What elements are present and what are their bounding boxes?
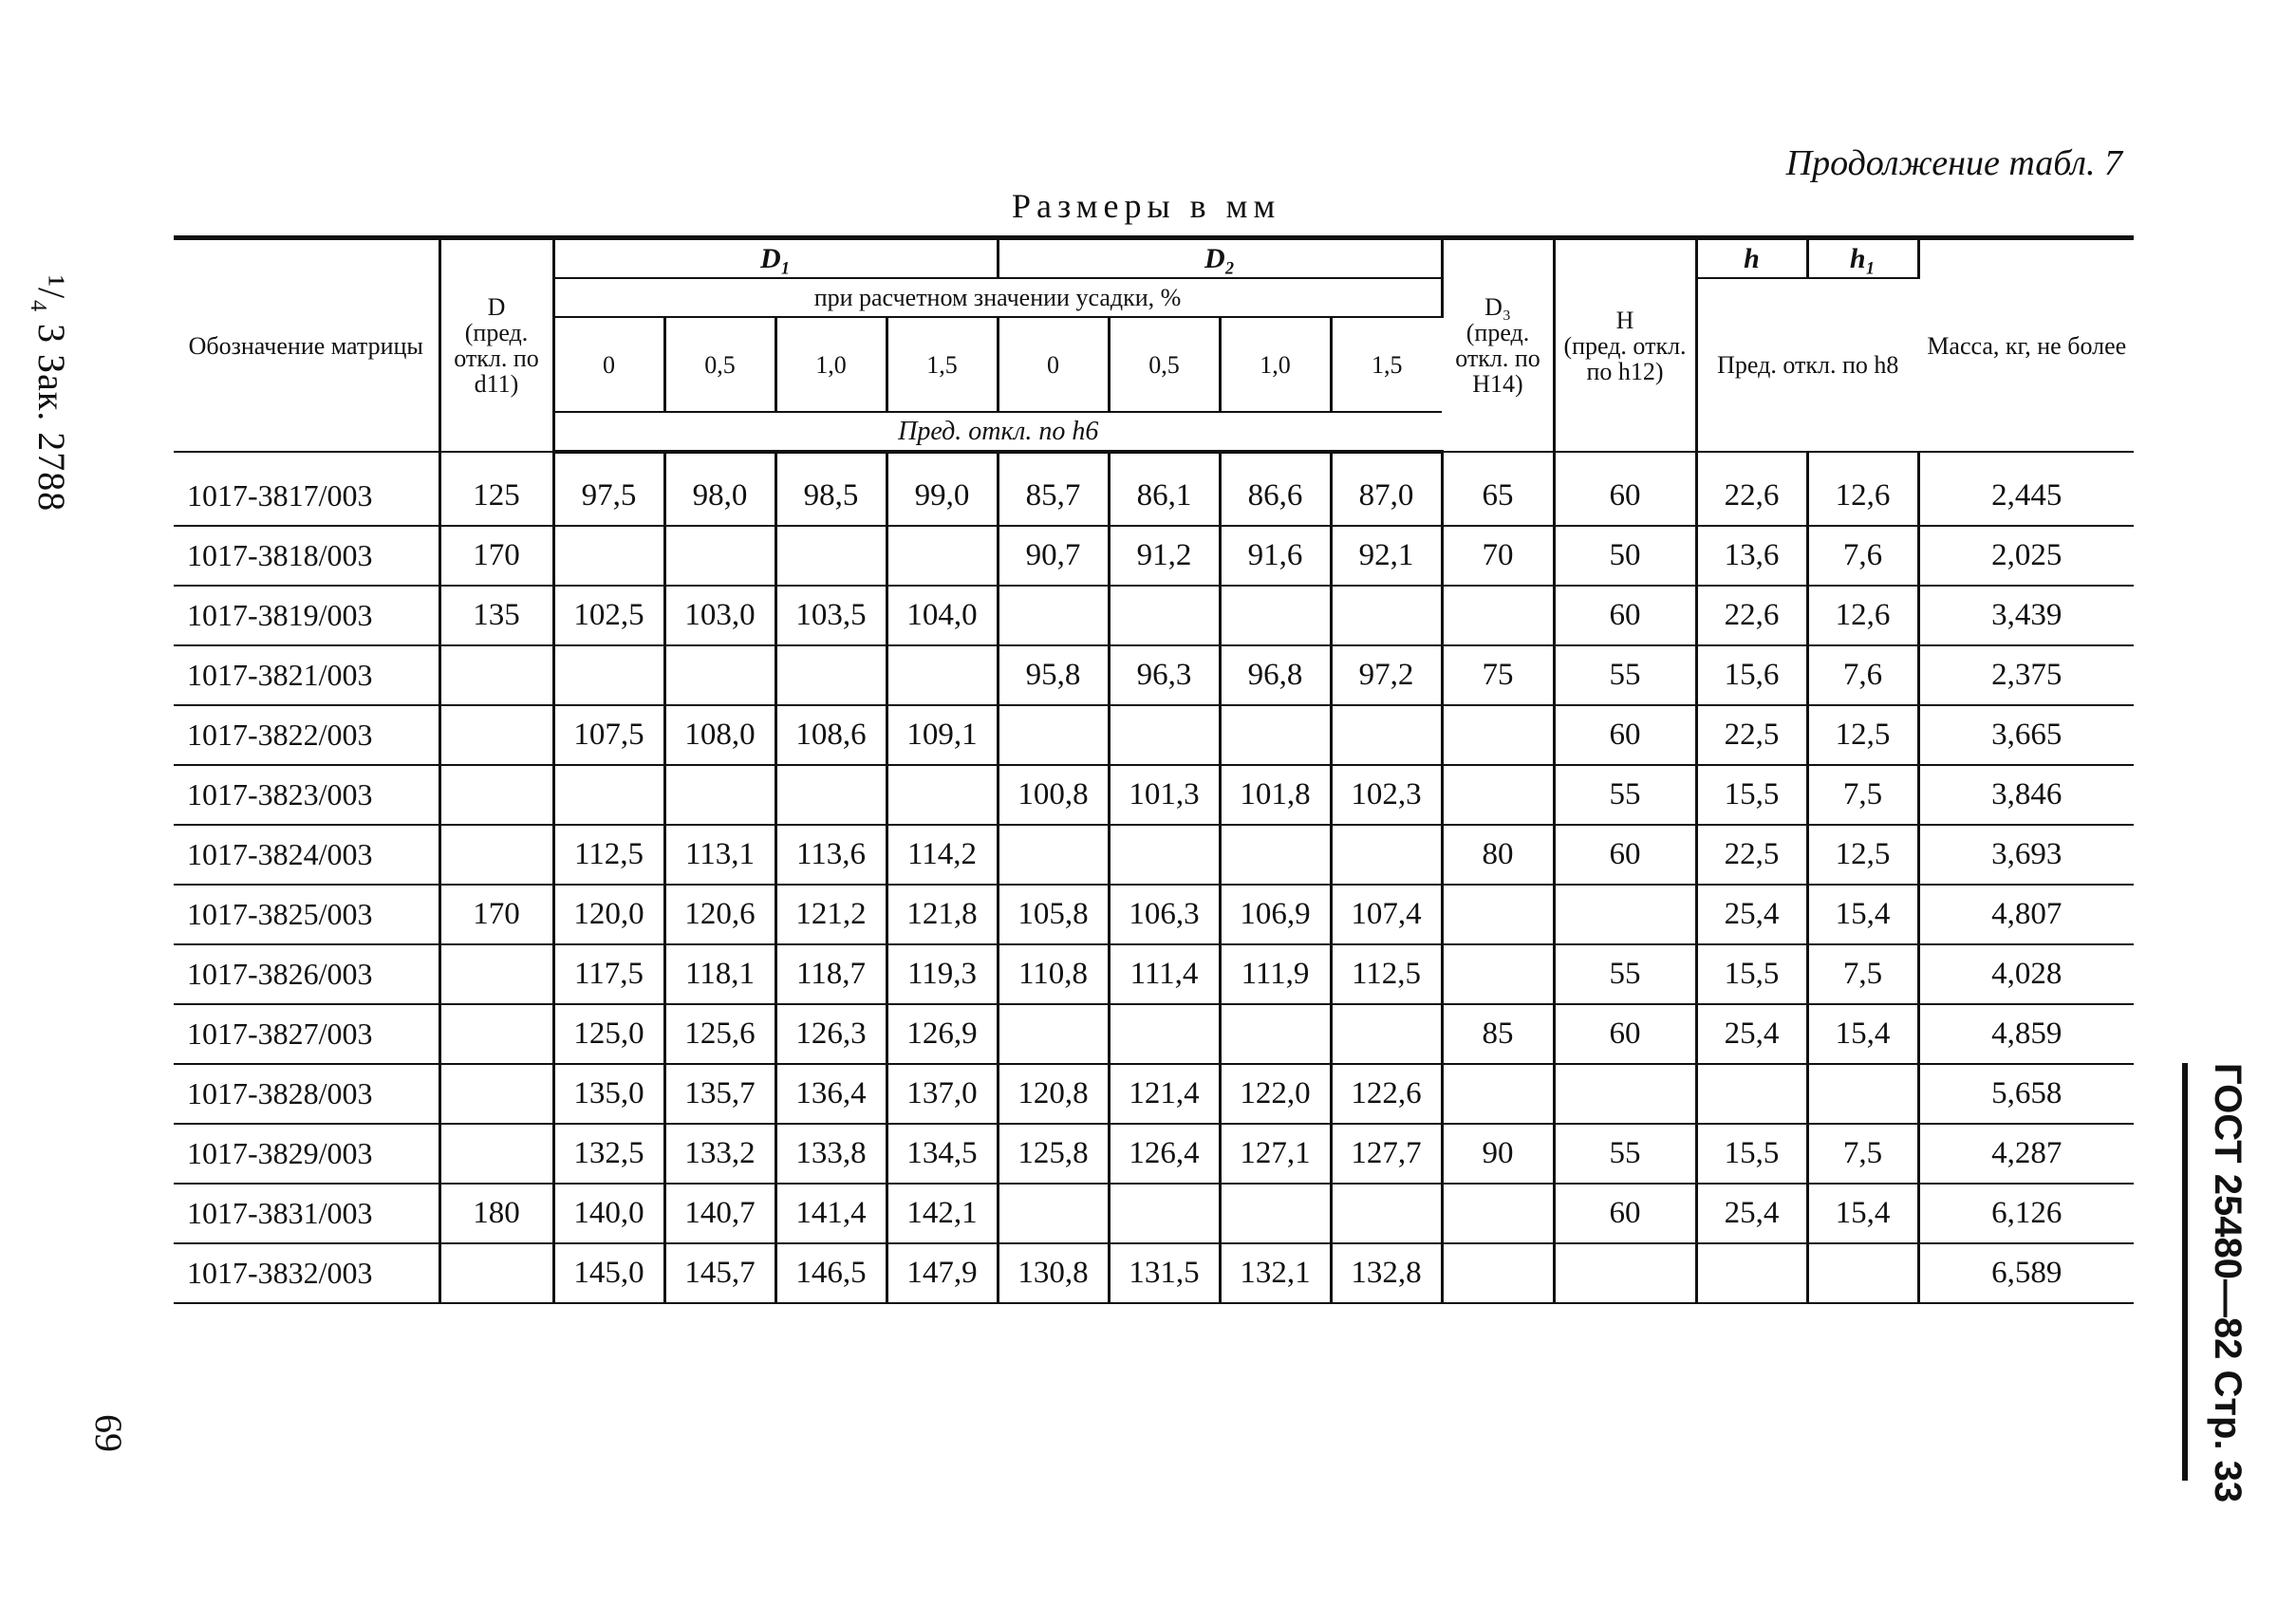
header-d3-symbol: D₃ xyxy=(1484,293,1511,321)
shrink-value: 1,0 xyxy=(1220,317,1331,412)
d3-value: 65 xyxy=(1442,452,1554,526)
d2-value: 105,8 xyxy=(998,885,1109,944)
d2-value: 127,7 xyxy=(1331,1124,1442,1184)
shrink-value: 1,5 xyxy=(1331,317,1442,412)
h-value xyxy=(1554,1243,1696,1303)
d1-value: 103,5 xyxy=(775,586,887,645)
d2-value: 112,5 xyxy=(1331,944,1442,1004)
matrix-designation: 1017-3823/003 xyxy=(174,765,439,825)
d2-value: 96,8 xyxy=(1220,645,1331,705)
d-value xyxy=(439,825,553,885)
d3-value xyxy=(1442,1184,1554,1243)
d2-value: 96,3 xyxy=(1109,645,1220,705)
h-value: 60 xyxy=(1554,825,1696,885)
matrix-designation: 1017-3822/003 xyxy=(174,705,439,765)
d2-value xyxy=(1331,586,1442,645)
d1-value: 147,9 xyxy=(887,1243,998,1303)
d3-value xyxy=(1442,944,1554,1004)
d2-value: 97,2 xyxy=(1331,645,1442,705)
d1-value: 125,0 xyxy=(553,1004,664,1064)
d2-value: 95,8 xyxy=(998,645,1109,705)
d1-value: 114,2 xyxy=(887,825,998,885)
matrix-designation: 1017-3821/003 xyxy=(174,645,439,705)
d2-value: 126,4 xyxy=(1109,1124,1220,1184)
h-small-value: 25,4 xyxy=(1696,1004,1807,1064)
h-value: 55 xyxy=(1554,645,1696,705)
shrink-value: 0,5 xyxy=(1109,317,1220,412)
d1-value: 112,5 xyxy=(553,825,664,885)
d3-value: 80 xyxy=(1442,825,1554,885)
shrink-value: 1,0 xyxy=(775,317,887,412)
d1-value: 145,7 xyxy=(664,1243,775,1303)
d2-value: 106,3 xyxy=(1109,885,1220,944)
table-row xyxy=(174,1004,2134,1064)
d1-value: 108,6 xyxy=(775,705,887,765)
d2-value xyxy=(1109,586,1220,645)
header-d3 xyxy=(1442,238,1554,453)
d2-value xyxy=(1220,1184,1331,1243)
d1-value xyxy=(775,526,887,586)
d1-value: 113,1 xyxy=(664,825,775,885)
d-value xyxy=(439,1243,553,1303)
d2-value xyxy=(1220,705,1331,765)
d2-value xyxy=(1109,705,1220,765)
mass-value: 4,859 xyxy=(1918,1004,2134,1064)
d2-value: 131,5 xyxy=(1109,1243,1220,1303)
h-small-value: 15,6 xyxy=(1696,645,1807,705)
standard-stamp-text: ГОСТ 25480—82 Стр. 33 xyxy=(2207,1063,2249,1503)
d1-value: 126,9 xyxy=(887,1004,998,1064)
d1-value: 118,7 xyxy=(775,944,887,1004)
d2-value: 132,8 xyxy=(1331,1243,1442,1303)
header-d1-group: D₁ xyxy=(553,238,998,279)
d1-value: 135,7 xyxy=(664,1064,775,1124)
d1-value: 102,5 xyxy=(553,586,664,645)
d3-value xyxy=(1442,1064,1554,1124)
d1-value xyxy=(887,765,998,825)
d1-value xyxy=(664,645,775,705)
header-d xyxy=(439,238,553,453)
d1-value: 140,0 xyxy=(553,1184,664,1243)
d-value xyxy=(439,1064,553,1124)
d2-value: 111,4 xyxy=(1109,944,1220,1004)
d2-value: 122,0 xyxy=(1220,1064,1331,1124)
h1-value: 15,4 xyxy=(1807,1184,1918,1243)
h1-value: 15,4 xyxy=(1807,885,1918,944)
d1-value: 137,0 xyxy=(887,1064,998,1124)
d-value xyxy=(439,1124,553,1184)
d2-value xyxy=(1331,1184,1442,1243)
d-value xyxy=(439,765,553,825)
d3-value xyxy=(1442,705,1554,765)
d1-value: 98,0 xyxy=(664,452,775,526)
h-small-value: 22,5 xyxy=(1696,705,1807,765)
d1-value: 103,0 xyxy=(664,586,775,645)
h-small-value xyxy=(1696,1243,1807,1303)
mass-value: 3,846 xyxy=(1918,765,2134,825)
header-d-note: (пред. откл. по d11) xyxy=(454,319,539,398)
d1-value: 145,0 xyxy=(553,1243,664,1303)
d2-value: 120,8 xyxy=(998,1064,1109,1124)
h-small-value: 15,5 xyxy=(1696,944,1807,1004)
mass-value: 4,028 xyxy=(1918,944,2134,1004)
table-row xyxy=(174,1243,2134,1303)
mass-value: 6,126 xyxy=(1918,1184,2134,1243)
d1-value: 108,0 xyxy=(664,705,775,765)
d1-value xyxy=(775,645,887,705)
d2-value: 92,1 xyxy=(1331,526,1442,586)
d2-value: 85,7 xyxy=(998,452,1109,526)
d1-value: 142,1 xyxy=(887,1184,998,1243)
shrink-value: 1,5 xyxy=(887,317,998,412)
d2-value: 122,6 xyxy=(1331,1064,1442,1124)
d1-value: 146,5 xyxy=(775,1243,887,1303)
d3-value xyxy=(1442,586,1554,645)
d3-value: 85 xyxy=(1442,1004,1554,1064)
d1-value: 134,5 xyxy=(887,1124,998,1184)
d1-value: 120,0 xyxy=(553,885,664,944)
d1-value: 121,8 xyxy=(887,885,998,944)
shrink-value: 0,5 xyxy=(664,317,775,412)
d2-value: 101,3 xyxy=(1109,765,1220,825)
h-small-value xyxy=(1696,1064,1807,1124)
d2-value: 125,8 xyxy=(998,1124,1109,1184)
d1-value xyxy=(553,526,664,586)
d1-value xyxy=(775,765,887,825)
h-small-value: 22,5 xyxy=(1696,825,1807,885)
h1-value xyxy=(1807,1243,1918,1303)
d2-value: 110,8 xyxy=(998,944,1109,1004)
d1-value xyxy=(887,645,998,705)
mass-value: 4,807 xyxy=(1918,885,2134,944)
d-value: 180 xyxy=(439,1184,553,1243)
table-row xyxy=(174,452,2134,526)
h-value xyxy=(1554,1064,1696,1124)
mass-value: 3,439 xyxy=(1918,586,2134,645)
h-small-value: 15,5 xyxy=(1696,1124,1807,1184)
d1-value xyxy=(664,526,775,586)
d1-value: 126,3 xyxy=(775,1004,887,1064)
h-small-value: 22,6 xyxy=(1696,586,1807,645)
d2-value: 107,4 xyxy=(1331,885,1442,944)
h1-value: 12,5 xyxy=(1807,825,1918,885)
d1-value: 107,5 xyxy=(553,705,664,765)
order-note: ¹/₄ 3 Зак. 2788 xyxy=(30,275,73,513)
d1-value: 97,5 xyxy=(553,452,664,526)
table-row xyxy=(174,586,2134,645)
d2-value: 86,1 xyxy=(1109,452,1220,526)
d2-value xyxy=(998,1004,1109,1064)
matrix-designation: 1017-3824/003 xyxy=(174,825,439,885)
d2-value xyxy=(998,705,1109,765)
d1-value: 104,0 xyxy=(887,586,998,645)
mass-value: 2,375 xyxy=(1918,645,2134,705)
d3-value xyxy=(1442,1243,1554,1303)
mass-value: 3,665 xyxy=(1918,705,2134,765)
d2-value: 86,6 xyxy=(1220,452,1331,526)
header-d3-note: (пред. откл. по H14) xyxy=(1455,319,1540,398)
header-pred-h8: Пред. откл. по h8 xyxy=(1696,278,1918,452)
h-value xyxy=(1554,885,1696,944)
d1-value: 113,6 xyxy=(775,825,887,885)
mass-value: 2,445 xyxy=(1918,452,2134,526)
h1-value xyxy=(1807,1064,1918,1124)
d1-value: 141,4 xyxy=(775,1184,887,1243)
d2-value: 91,6 xyxy=(1220,526,1331,586)
h1-value: 12,5 xyxy=(1807,705,1918,765)
d2-value xyxy=(1109,1184,1220,1243)
header-h-note: (пред. откл. по h12) xyxy=(1563,331,1687,385)
d1-value xyxy=(553,765,664,825)
d2-value: 100,8 xyxy=(998,765,1109,825)
standard-stamp xyxy=(2182,1063,2254,1503)
header-shrink-label: при расчетном значении усадки, % xyxy=(553,278,1442,317)
header-h-symbol: H xyxy=(1615,306,1634,334)
table-row xyxy=(174,1064,2134,1124)
d2-value: 111,9 xyxy=(1220,944,1331,1004)
d-value xyxy=(439,645,553,705)
d2-value xyxy=(1220,825,1331,885)
d1-value xyxy=(664,765,775,825)
d2-value xyxy=(1109,825,1220,885)
d1-value: 109,1 xyxy=(887,705,998,765)
table-row xyxy=(174,825,2134,885)
d-value xyxy=(439,705,553,765)
h-small-value: 15,5 xyxy=(1696,765,1807,825)
table-row xyxy=(174,944,2134,1004)
d2-value xyxy=(998,1184,1109,1243)
d1-value xyxy=(887,526,998,586)
h-value: 60 xyxy=(1554,705,1696,765)
h-value: 60 xyxy=(1554,1184,1696,1243)
mass-value: 4,287 xyxy=(1918,1124,2134,1184)
table-body xyxy=(174,452,2134,1303)
matrix-designation: 1017-3818/003 xyxy=(174,526,439,586)
d2-value: 102,3 xyxy=(1331,765,1442,825)
d1-value: 98,5 xyxy=(775,452,887,526)
matrix-designation: 1017-3825/003 xyxy=(174,885,439,944)
page-number: 69 xyxy=(87,1414,130,1452)
h-small-value: 13,6 xyxy=(1696,526,1807,586)
h-value: 60 xyxy=(1554,1004,1696,1064)
h-small-value: 25,4 xyxy=(1696,1184,1807,1243)
d1-value: 136,4 xyxy=(775,1064,887,1124)
header-h-small: h xyxy=(1696,238,1807,279)
h1-value: 7,6 xyxy=(1807,526,1918,586)
d1-value: 118,1 xyxy=(664,944,775,1004)
header-mass: Масса, кг, не более xyxy=(1918,238,2134,453)
h1-value: 7,5 xyxy=(1807,765,1918,825)
matrix-designation: 1017-3831/003 xyxy=(174,1184,439,1243)
header-h1: h₁ xyxy=(1807,238,1918,279)
d3-value xyxy=(1442,885,1554,944)
table-row xyxy=(174,765,2134,825)
matrix-designation: 1017-3827/003 xyxy=(174,1004,439,1064)
h-value: 60 xyxy=(1554,586,1696,645)
h-value: 55 xyxy=(1554,765,1696,825)
d-value xyxy=(439,944,553,1004)
d2-value xyxy=(1331,705,1442,765)
d-value xyxy=(439,1004,553,1064)
d2-value xyxy=(998,586,1109,645)
matrix-designation: 1017-3826/003 xyxy=(174,944,439,1004)
d2-value xyxy=(1109,1004,1220,1064)
matrix-designation: 1017-3819/003 xyxy=(174,586,439,645)
d2-value: 106,9 xyxy=(1220,885,1331,944)
header-pred-h6: Пред. откл. по h6 xyxy=(553,412,1442,452)
d1-value: 135,0 xyxy=(553,1064,664,1124)
mass-value: 6,589 xyxy=(1918,1243,2134,1303)
d2-value xyxy=(1220,1004,1331,1064)
d1-value: 121,2 xyxy=(775,885,887,944)
table-continuation-title: Продолжение табл. 7 xyxy=(1785,143,2122,183)
d1-value: 132,5 xyxy=(553,1124,664,1184)
d2-value: 101,8 xyxy=(1220,765,1331,825)
d2-value: 90,7 xyxy=(998,526,1109,586)
d2-value: 87,0 xyxy=(1331,452,1442,526)
d1-value: 119,3 xyxy=(887,944,998,1004)
shrink-value: 0 xyxy=(998,317,1109,412)
d1-value: 117,5 xyxy=(553,944,664,1004)
shrink-value: 0 xyxy=(553,317,664,412)
d1-value: 125,6 xyxy=(664,1004,775,1064)
d2-value xyxy=(1331,825,1442,885)
h1-value: 7,5 xyxy=(1807,1124,1918,1184)
d2-value xyxy=(1331,1004,1442,1064)
d1-value xyxy=(553,645,664,705)
header-h xyxy=(1554,238,1696,453)
h1-value: 7,6 xyxy=(1807,645,1918,705)
table-row xyxy=(174,526,2134,586)
d2-value: 91,2 xyxy=(1109,526,1220,586)
matrix-designation: 1017-3817/003 xyxy=(174,452,439,526)
mass-value: 5,658 xyxy=(1918,1064,2134,1124)
d1-value: 133,2 xyxy=(664,1124,775,1184)
table-row xyxy=(174,1184,2134,1243)
d2-value: 121,4 xyxy=(1109,1064,1220,1124)
h-value: 50 xyxy=(1554,526,1696,586)
d1-value: 133,8 xyxy=(775,1124,887,1184)
d3-value: 90 xyxy=(1442,1124,1554,1184)
d2-value: 130,8 xyxy=(998,1243,1109,1303)
matrix-designation: 1017-3832/003 xyxy=(174,1243,439,1303)
d1-value: 120,6 xyxy=(664,885,775,944)
d2-value xyxy=(1220,586,1331,645)
d2-value: 132,1 xyxy=(1220,1243,1331,1303)
d1-value: 140,7 xyxy=(664,1184,775,1243)
matrix-dimensions-table xyxy=(174,235,2134,1304)
mass-value: 3,693 xyxy=(1918,825,2134,885)
h1-value: 12,6 xyxy=(1807,452,1918,526)
matrix-designation: 1017-3829/003 xyxy=(174,1124,439,1184)
d-value: 170 xyxy=(439,526,553,586)
d3-value: 75 xyxy=(1442,645,1554,705)
d2-value: 127,1 xyxy=(1220,1124,1331,1184)
h-value: 55 xyxy=(1554,1124,1696,1184)
mass-value: 2,025 xyxy=(1918,526,2134,586)
d-value: 170 xyxy=(439,885,553,944)
d-value: 135 xyxy=(439,586,553,645)
table-row xyxy=(174,1124,2134,1184)
h-value: 60 xyxy=(1554,452,1696,526)
header-matrix-designation: Обозначение матрицы xyxy=(174,238,439,453)
table-row xyxy=(174,645,2134,705)
d3-value: 70 xyxy=(1442,526,1554,586)
h-small-value: 22,6 xyxy=(1696,452,1807,526)
h1-value: 15,4 xyxy=(1807,1004,1918,1064)
d1-value: 99,0 xyxy=(887,452,998,526)
h-value: 55 xyxy=(1554,944,1696,1004)
h1-value: 7,5 xyxy=(1807,944,1918,1004)
matrix-designation: 1017-3828/003 xyxy=(174,1064,439,1124)
d-value: 125 xyxy=(439,452,553,526)
h-small-value: 25,4 xyxy=(1696,885,1807,944)
d2-value xyxy=(998,825,1109,885)
table-row xyxy=(174,705,2134,765)
header-d2-group: D₂ xyxy=(998,238,1442,279)
h1-value: 12,6 xyxy=(1807,586,1918,645)
table-row xyxy=(174,885,2134,944)
header-d-symbol: D xyxy=(487,293,506,321)
units-caption: Размеры в мм xyxy=(1012,187,1281,225)
d3-value xyxy=(1442,765,1554,825)
